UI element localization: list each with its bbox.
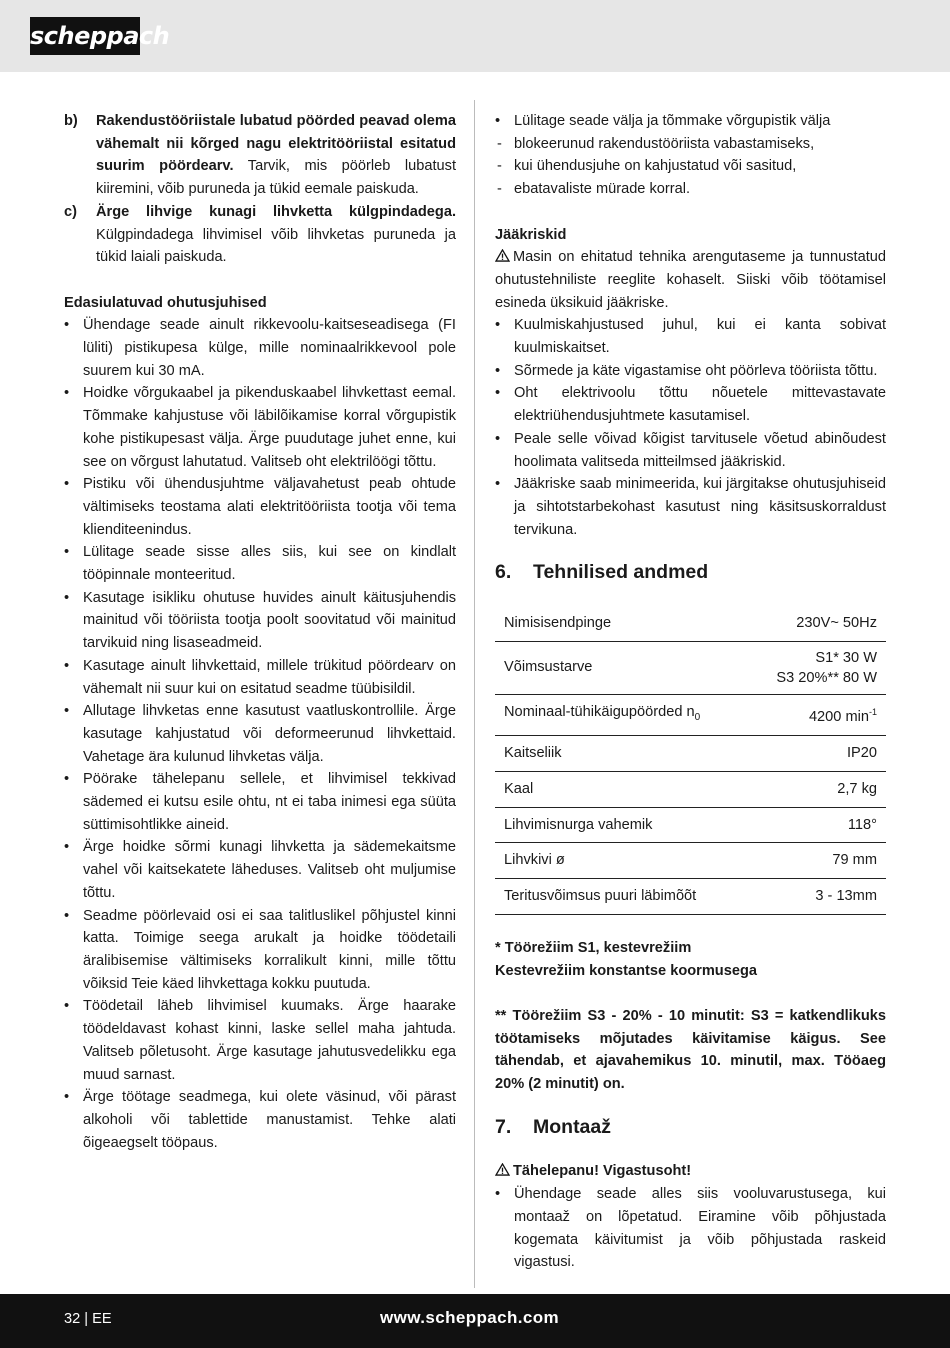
section-6-heading <box>495 561 886 584</box>
language-code: EE <box>92 1311 112 1327</box>
list-item: • Lülitage seade välja ja tõmmake võrgupistik välja <box>495 110 886 133</box>
spec-value: 3 - 13mm <box>747 879 886 915</box>
list-item: • Kasutage ainult lihvkettaid, millele trükitud pöördearv on vähemalt nii suur kui on esitatud seadme tüübisildil. <box>64 655 456 700</box>
residual-intro-text: Masin on ehitatud tehnika arengutaseme ja tunnustatud ohutustehniliste reeglite kohaselt. Siiski võib töötamisel esineda üksikuid jääkriske. <box>495 249 886 311</box>
item-bold-text: Rakendustööriistale lubatud pöörded peavad olema vähemalt nii kõrged nagu elektritööriistal esitatud suurim pöördearv. <box>96 113 456 175</box>
spec-value: 79 mm <box>747 843 886 879</box>
warning-text: Tähelepanu! Vigastusoht! <box>513 1163 692 1180</box>
list-item: • Peale selle võivad kõigist tarvitusele võetud abinõudest hoolimata valitseda mitteilmsed jääkriskid. <box>495 428 886 473</box>
list-item: • Sõrmede ja käte vigastamise oht pöörleva tööriista tõttu. <box>495 360 886 383</box>
table-row <box>495 843 886 879</box>
spec-label: Nimisisendpinge <box>495 606 747 641</box>
list-item: • Kasutage isikliku ohutuse huvides ainult käitusjuhendis mainitud või tööriista tootja poolt soovitatud või mainitud tarvikuid ning lisaseadmeid. <box>64 587 456 655</box>
page-header <box>0 0 950 72</box>
section-title: Montaaž <box>533 1115 611 1138</box>
section-title: Tehnilised andmed <box>533 561 709 584</box>
table-row <box>495 694 886 736</box>
table-row <box>495 641 886 694</box>
spec-value: 230V~ 50Hz <box>747 606 886 641</box>
page-number-value: 32 <box>64 1311 81 1327</box>
spec-label: Kaitseliik <box>495 736 747 772</box>
note-s3: ** Töörežiim S3 - 20% - 10 minutit: S3 = katkendlikuks töötamiseks mõjutades käivitamise käigus. See tähendab, et ajavahemikus 10. minutil, max. Tööaeg 20% (2 minutit) on. <box>495 1007 886 1093</box>
spec-value <box>747 694 886 736</box>
table-row <box>495 879 886 915</box>
list-item: • Ärge töötage seadmega, kui olete väsinud, või pärast alkoholi või tablettide manustamist. Tehke alati õigeaegselt tööpaus. <box>64 1086 456 1154</box>
dash-item: - ebatavaliste mürade korral. <box>495 178 886 201</box>
list-item: • Pistiku või ühendusjuhtme väljavahetust peab ohtude vältimiseks teostama alati elektritööriista tootja või tema klienditeenindus. <box>64 473 456 541</box>
warning-heading <box>495 1160 886 1183</box>
note-s1-line2: Kestevrežiim konstantse koormusega <box>495 962 757 979</box>
list-item: • Jääkriske saab minimeerida, kui järgitakse ohutusjuhiseid ja sihtotstarbekohast kasutust ning käsitsuskorraldust tervikuna. <box>495 473 886 541</box>
spec-label: Lihvkivi ø <box>495 843 747 879</box>
right-column <box>495 110 886 1274</box>
warning-icon <box>495 1163 510 1176</box>
spec-label: Lihvimisnurga vahemik <box>495 807 747 843</box>
list-item: • Ühendage seade ainult rikkevoolu-kaitseseadisega (FI lüliti) pistikupesa külge, mille nominaalrikkevool pole suurem kui 30 mA. <box>64 314 456 382</box>
column-divider <box>474 100 475 1288</box>
section-7-heading <box>495 1116 886 1139</box>
list-item: • Pöörake tähelepanu sellele, et lihvimisel tekkivad sädemed ei kutsu esile ohtu, nt ei taba inimesi ega süüta süttimisohtlikke aineid. <box>64 768 456 836</box>
item-b <box>64 110 456 201</box>
spec-label <box>495 694 747 736</box>
spec-superscript: -1 <box>868 707 877 718</box>
spec-value: IP20 <box>747 736 886 772</box>
page-footer <box>0 1294 950 1348</box>
website-url: www.scheppach.com <box>380 1308 560 1327</box>
spec-value-line: S1* 30 W <box>815 649 877 666</box>
item-c <box>64 201 456 269</box>
dash-item: - kui ühendusjuhe on kahjustatud või sasitud, <box>495 155 886 178</box>
note-s1-line1: * Töörežiim S1, kestevrežiim <box>495 939 692 956</box>
page-separator: | <box>84 1311 89 1327</box>
table-row <box>495 772 886 808</box>
spec-value: 2,7 kg <box>747 772 886 808</box>
dash-item: - blokeerunud rakendustööriista vabastamiseks, <box>495 133 886 156</box>
list-item: • Oht elektrivoolu tõttu nõuetele mittevastavate elektriühendusjuhtmete kasutamisel. <box>495 382 886 427</box>
section-number: 7. <box>495 1115 512 1138</box>
scheppach-logo: scheppach <box>30 17 140 55</box>
list-item: • Lülitage seade sisse alles siis, kui see on kindlalt tööpinnale monteeritud. <box>64 541 456 586</box>
spec-label: Võimsustarve <box>495 641 747 694</box>
table-row <box>495 606 886 641</box>
spec-value-text: 4200 min <box>808 709 869 726</box>
residual-risks-heading: Jääkriskid <box>495 226 567 243</box>
spec-label: Teritusvõimsus puuri läbimõõt <box>495 879 747 915</box>
item-label: c) <box>64 203 77 220</box>
item-text: Tarvik, mis pöörleb lubatust kiiremini, võib puruneda ja tükid eemale paiskuda. <box>96 158 456 198</box>
spec-label: Kaal <box>495 772 747 808</box>
item-label: b) <box>64 113 78 129</box>
list-item: • Ühendage seade alles siis vooluvarustusega, kui montaaž on lõpetatud. Eiramine võib põhjustada kogemata käivitumist ja võib põhjustada raskeid vigastusi. <box>495 1183 886 1274</box>
list-item: • Hoidke võrgukaabel ja pikenduskaabel lihvkettast eemal. Tõmmake kahjustuse või läbilõikamise korral võrgupistik kohe pistikupesast välja. Ärge puudutage juhet enne, kui see on võrgust lahutatud. Valitseb oht elektrilöögi tõttu. <box>64 382 456 473</box>
table-row <box>495 736 886 772</box>
item-bold-text: Ärge lihvige kunagi lihvketta külgpindadega. <box>96 203 456 220</box>
spec-value <box>747 641 886 694</box>
spec-table <box>495 606 886 915</box>
residual-intro <box>495 246 886 314</box>
page-number <box>64 1311 112 1327</box>
item-text: Külgpindadega lihvimisel võib lihvketas puruneda ja tükid laiali paiskuda. <box>96 226 456 266</box>
list-item: • Allutage lihvketas enne kasutust vaatluskontrollile. Ärge kasutage kahjustatud või deformeerunud lihvkettaid. Vahetage ära kulunud lihvketas välja. <box>64 700 456 768</box>
list-item: • Seadme pöörlevaid osi ei saa talitluslikel põhjustel kinni katta. Toimige seega arukalt ja hoidke töödetaili äralibisemise vältimiseks korralikult kinni, mille tõttu võiksid Teie käed lihvkettaga kokku puutuda. <box>64 905 456 996</box>
warning-icon <box>495 249 510 262</box>
spec-label-text: Nominaal-tühikäigupöörded n <box>504 703 695 720</box>
list-item: • Ärge hoidke sõrmi kunagi lihvketta ja sädemekaitsme vahel või kaitsekatete läheduses. Valitseb oht muljumise tõttu. <box>64 836 456 904</box>
spec-value: 118° <box>747 807 886 843</box>
spec-value-line: S3 20%** 80 W <box>776 669 877 686</box>
spec-subscript: 0 <box>694 711 701 723</box>
section-number: 6. <box>495 561 512 584</box>
left-column <box>64 110 456 1154</box>
safety-heading: Edasiulatuvad ohutusjuhised <box>64 294 267 311</box>
table-row <box>495 807 886 843</box>
list-item: • Töödetail läheb lihvimisel kuumaks. Ärge haarake töödeldavast kohast kinni, laske sellel maha jahtuda. Valitseb põletusoht. Ärge kasutage jahutusvedelikku ega muud sarnast. <box>64 995 456 1086</box>
list-item: • Kuulmiskahjustused juhul, kui ei kanta sobivat kuulmiskaitset. <box>495 314 886 359</box>
